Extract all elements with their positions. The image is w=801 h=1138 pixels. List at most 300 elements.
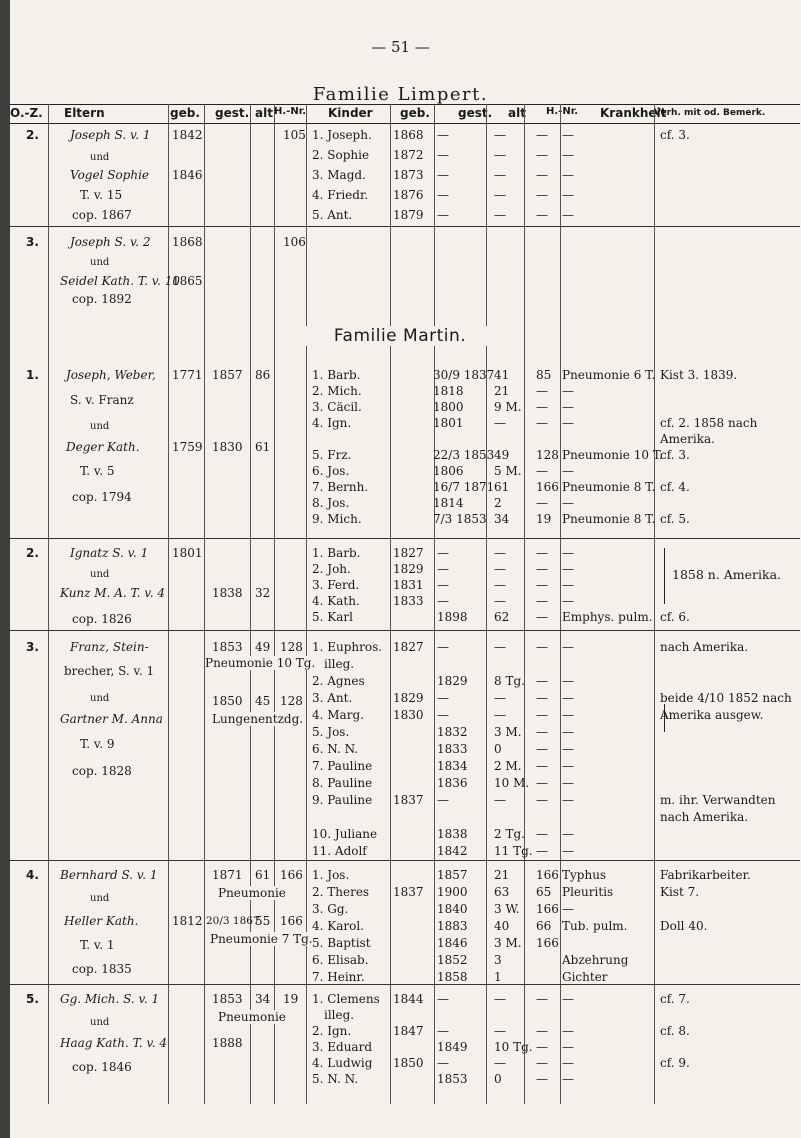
mother-age: 55 xyxy=(255,914,271,928)
col-line xyxy=(560,104,561,1104)
child-born: 1833 xyxy=(393,594,424,608)
father-name: Franz, Stein- xyxy=(70,640,149,654)
father-name: Ignatz S. v. 1 xyxy=(70,546,149,560)
child-died: 1818 xyxy=(433,384,464,398)
child-born: 1827 xyxy=(393,640,424,654)
child-illness: — xyxy=(562,674,574,688)
child-died: 22/3 1853 xyxy=(433,448,495,462)
col-oz: O.-Z. xyxy=(10,106,43,120)
child-illness: — xyxy=(562,1024,574,1038)
father-born: 1868 xyxy=(172,235,203,249)
child-age: — xyxy=(494,708,506,722)
child-remark: Amerika ausgew. xyxy=(660,708,764,722)
marriage-year: cop. 1835 xyxy=(72,962,132,976)
scan-edge xyxy=(0,0,10,1138)
child-illness: Typhus xyxy=(562,868,607,882)
child-remark: cf. 5. xyxy=(660,512,690,526)
father-age: 34 xyxy=(255,992,271,1006)
child-age: — xyxy=(494,168,506,182)
child-born: 1827 xyxy=(393,546,424,560)
child-illness: — xyxy=(562,496,574,510)
child-remark: cf. 4. xyxy=(660,480,690,494)
child-born: 1831 xyxy=(393,578,424,592)
mother-name: Seidel Kath. T. v. 10 xyxy=(60,274,181,288)
mother-cause: Lungenentzdg. xyxy=(212,712,304,726)
child-name: 3. Cäcil. xyxy=(312,400,362,414)
child-house: — xyxy=(536,384,548,398)
child-died: — xyxy=(437,562,449,576)
family-title-limpert: Familie Limpert. xyxy=(312,84,489,105)
child-name: 3. Ant. xyxy=(312,691,353,705)
marriage-year: cop. 1867 xyxy=(72,208,132,222)
child-name: 6. Elisab. xyxy=(312,953,369,967)
col-gest: gest. xyxy=(215,106,250,120)
child-age: — xyxy=(494,188,506,202)
child-remark: nach Amerika. xyxy=(660,640,749,654)
col-geb: geb. xyxy=(170,106,200,120)
child-illness: — xyxy=(562,725,574,739)
mother-origin: T. v. 1 xyxy=(80,938,115,952)
child-remark: m. ihr. Verwandten xyxy=(660,793,776,807)
child-house: 128 xyxy=(536,448,559,462)
child-name: 5. Ant. xyxy=(312,208,353,222)
father-name: Gg. Mich. S. v. 1 xyxy=(60,992,160,1006)
child-house: 166 xyxy=(536,480,559,494)
entry-number: 3. xyxy=(26,640,39,654)
child-age: — xyxy=(494,578,506,592)
child-house: — xyxy=(536,708,548,722)
child-born: 1829 xyxy=(393,691,424,705)
child-name: 1. Joseph. xyxy=(312,128,372,142)
child-died: 1800 xyxy=(433,400,464,414)
child-died: 1857 xyxy=(437,868,468,882)
col-kgest: gest. xyxy=(458,106,493,120)
father-house: 128 xyxy=(280,640,303,654)
col-kalt: alt xyxy=(508,106,526,120)
child-house: — xyxy=(536,691,548,705)
child-name: 9. Pauline xyxy=(312,793,373,807)
mother-name: Heller Kath. xyxy=(64,914,139,928)
child-name: 5. N. N. xyxy=(312,1072,359,1086)
child-remark: cf. 6. xyxy=(660,610,690,624)
child-born: 1837 xyxy=(393,793,424,807)
child-house: — xyxy=(536,562,548,576)
child-name: 5. Frz. xyxy=(312,448,352,462)
father-name: Joseph S. v. 2 xyxy=(70,235,151,249)
child-house: — xyxy=(536,416,548,430)
mother-origin: T. v. 9 xyxy=(80,737,115,751)
child-house: 166 xyxy=(536,936,559,950)
child-age: 41 xyxy=(494,368,510,382)
mother-origin: T. v. 5 xyxy=(80,464,115,478)
child-name: 4. Marg. xyxy=(312,708,364,722)
marriage-year: cop. 1846 xyxy=(72,1060,132,1074)
child-remark: Kist 7. xyxy=(660,885,700,899)
mother-born: 1846 xyxy=(172,168,203,182)
child-died: 30/9 1837 xyxy=(433,368,495,382)
child-age: 10 M. xyxy=(494,776,530,790)
child-name: 4. Friedr. xyxy=(312,188,369,202)
child-name: 6. Jos. xyxy=(312,464,350,478)
house-number: 105 xyxy=(283,128,306,142)
house-number: 106 xyxy=(283,235,306,249)
child-house: — xyxy=(536,546,548,560)
col-line xyxy=(250,104,251,1104)
child-born: 1850 xyxy=(393,1056,424,1070)
father-cause: Pneumonie 10 Tg. xyxy=(205,656,316,670)
brace xyxy=(664,548,665,604)
mother-age: 45 xyxy=(255,694,271,708)
marriage-year: cop. 1892 xyxy=(72,292,132,306)
child-illness: — xyxy=(562,902,574,916)
child-died: — xyxy=(437,992,449,1006)
col-line xyxy=(524,104,525,1104)
child-illness: — xyxy=(562,384,574,398)
child-house: — xyxy=(536,1072,548,1086)
child-remark: cf. 8. xyxy=(660,1024,690,1038)
child-died: 16/7 1871 xyxy=(433,480,495,494)
child-name: 7. Pauline xyxy=(312,759,373,773)
child-name: 4. Karol. xyxy=(312,919,364,933)
child-died: 1801 xyxy=(433,416,464,430)
child-illness: Gichter xyxy=(562,970,608,984)
table-header xyxy=(10,104,800,124)
child-name: 3. Gg. xyxy=(312,902,349,916)
child-age: 21 xyxy=(494,384,510,398)
child-born: 1837 xyxy=(393,885,424,899)
child-illness: Emphys. pulm. xyxy=(562,610,653,624)
child-age: 9 M. xyxy=(494,400,522,414)
child-illness: — xyxy=(562,844,574,858)
father-age: 86 xyxy=(255,368,271,382)
child-age: — xyxy=(494,148,506,162)
child-house: — xyxy=(536,674,548,688)
child-illness: Pneumonie 8 T. xyxy=(562,480,656,494)
child-age: — xyxy=(494,691,506,705)
child-born: 1876 xyxy=(393,188,424,202)
row-separator xyxy=(10,538,800,539)
child-died: — xyxy=(437,708,449,722)
child-remark: cf. 3. xyxy=(660,128,690,142)
und-label: und xyxy=(90,1017,110,1028)
child-age: 40 xyxy=(494,919,510,933)
entry-number: 1. xyxy=(26,368,39,382)
child-name: 6. N. N. xyxy=(312,742,359,756)
father-died: 1853 xyxy=(212,992,243,1006)
col-kinder: Kinder xyxy=(328,106,373,120)
mother-died: 1830 xyxy=(212,440,243,454)
entry-number: 5. xyxy=(26,992,39,1006)
child-illness: — xyxy=(562,759,574,773)
child-died: — xyxy=(437,1024,449,1038)
child-house: 85 xyxy=(536,368,552,382)
child-age: 21 xyxy=(494,868,510,882)
father-origin: brecher, S. v. 1 xyxy=(64,664,155,678)
child-died: 1806 xyxy=(433,464,464,478)
father-origin: S. v. Franz xyxy=(70,393,134,407)
mother-died: 1888 xyxy=(212,1036,243,1050)
child-house: 19 xyxy=(536,512,552,526)
child-died: — xyxy=(437,640,449,654)
child-age: 0 xyxy=(494,742,502,756)
col-hnr: H.-Nr. xyxy=(274,106,306,117)
col-kgeb: geb. xyxy=(400,106,430,120)
child-illness: — xyxy=(562,168,574,182)
child-died: 1898 xyxy=(437,610,468,624)
child-age: — xyxy=(494,546,506,560)
und-label: und xyxy=(90,893,110,904)
child-died: 1833 xyxy=(437,742,468,756)
father-age: 49 xyxy=(255,640,271,654)
child-died: 1836 xyxy=(437,776,468,790)
col-line xyxy=(390,104,391,1104)
child-house: — xyxy=(536,208,548,222)
entry-number: 3. xyxy=(26,235,39,249)
child-name: illeg. xyxy=(324,1008,355,1022)
child-illness: Pneumonie 8 T. xyxy=(562,512,656,526)
child-died: 1840 xyxy=(437,902,468,916)
col-line xyxy=(274,104,275,1104)
child-name: 9. Mich. xyxy=(312,512,362,526)
child-house: — xyxy=(536,742,548,756)
child-house: — xyxy=(536,496,548,510)
row-separator xyxy=(10,226,800,227)
child-illness: Pneumonie 10 T. xyxy=(562,448,663,462)
child-died: 1883 xyxy=(437,919,468,933)
child-illness: — xyxy=(562,640,574,654)
child-born: 1844 xyxy=(393,992,424,1006)
child-name: 8. Jos. xyxy=(312,496,350,510)
child-illness: Tub. pulm. xyxy=(562,919,628,933)
child-died: — xyxy=(437,128,449,142)
child-remark: Fabrikarbeiter. xyxy=(660,868,751,882)
und-label: und xyxy=(90,421,110,432)
child-illness: — xyxy=(562,793,574,807)
child-house: — xyxy=(536,610,548,624)
col-khnr: H.-Nr. xyxy=(546,106,578,117)
col-krankheit: Krankheit xyxy=(600,106,667,120)
mother-born: 1812 xyxy=(172,914,203,928)
child-name: 2. Sophie xyxy=(312,148,370,162)
father-cause: Pneumonie xyxy=(218,886,286,900)
child-born: 1879 xyxy=(393,208,424,222)
child-house: — xyxy=(536,168,548,182)
child-remark: Doll 40. xyxy=(660,919,708,933)
child-died: 1814 xyxy=(433,496,464,510)
child-died: — xyxy=(437,546,449,560)
und-label: und xyxy=(90,693,110,704)
child-died: 1852 xyxy=(437,953,468,967)
father-died: 1857 xyxy=(212,368,243,382)
child-illness: — xyxy=(562,827,574,841)
child-died: 1829 xyxy=(437,674,468,688)
child-died: — xyxy=(437,208,449,222)
child-name: 5. Jos. xyxy=(312,725,350,739)
child-name: 1. Jos. xyxy=(312,868,350,882)
child-name: 2. Ign. xyxy=(312,1024,352,1038)
mother-origin: T. v. 15 xyxy=(80,188,123,202)
child-illness: — xyxy=(562,992,574,1006)
child-illness: — xyxy=(562,594,574,608)
father-died: 1871 xyxy=(212,868,243,882)
father-born: 1842 xyxy=(172,128,203,142)
mother-age: 32 xyxy=(255,586,271,600)
child-died: — xyxy=(437,188,449,202)
child-age: 8 Tg. xyxy=(494,674,525,688)
child-age: 2 xyxy=(494,496,502,510)
child-name: 11. Adolf xyxy=(312,844,367,858)
entry-number: 2. xyxy=(26,128,39,142)
child-remark: cf. 3. xyxy=(660,448,690,462)
child-died: — xyxy=(437,594,449,608)
child-illness: — xyxy=(562,464,574,478)
child-name: 4. Ign. xyxy=(312,416,352,430)
child-name: 3. Ferd. xyxy=(312,578,360,592)
child-remark: nach Amerika. xyxy=(660,810,749,824)
child-age: — xyxy=(494,208,506,222)
child-age: 3 W. xyxy=(494,902,520,916)
mother-born: 1759 xyxy=(172,440,203,454)
child-age: — xyxy=(494,1024,506,1038)
child-illness: — xyxy=(562,400,574,414)
col-line xyxy=(654,104,655,1104)
child-illness: — xyxy=(562,128,574,142)
child-house: 166 xyxy=(536,902,559,916)
child-name: illeg. xyxy=(324,657,355,671)
child-age: 10 Tg. xyxy=(494,1040,533,1054)
child-illness: Pleuritis xyxy=(562,885,614,899)
child-illness: Abzehrung xyxy=(562,953,629,967)
mother-house: 166 xyxy=(280,914,303,928)
child-illness: — xyxy=(562,742,574,756)
child-age: — xyxy=(494,128,506,142)
father-born: 1771 xyxy=(172,368,203,382)
mother-name: Kunz M. A. T. v. 4 xyxy=(60,586,165,600)
child-house: — xyxy=(536,827,548,841)
child-born: 1868 xyxy=(393,128,424,142)
father-died: 1853 xyxy=(212,640,243,654)
father-age: 61 xyxy=(255,868,271,882)
child-house: — xyxy=(536,725,548,739)
mother-born: 1865 xyxy=(172,274,203,288)
child-died: 1838 xyxy=(437,827,468,841)
marriage-year: cop. 1794 xyxy=(72,490,132,504)
child-illness: — xyxy=(562,148,574,162)
child-illness: — xyxy=(562,562,574,576)
child-house: — xyxy=(536,578,548,592)
brace-note: 1858 n. Amerika. xyxy=(672,567,782,582)
child-name: 2. Agnes xyxy=(312,674,365,688)
child-died: 1834 xyxy=(437,759,468,773)
child-age: 5 M. xyxy=(494,464,522,478)
child-illness: Pneumonie 6 T. xyxy=(562,368,656,382)
father-name: Bernhard S. v. 1 xyxy=(60,868,158,882)
child-house: — xyxy=(536,188,548,202)
father-house: 19 xyxy=(283,992,299,1006)
marriage-year: cop. 1828 xyxy=(72,764,132,778)
child-house: — xyxy=(536,148,548,162)
child-died: — xyxy=(437,691,449,705)
child-house: — xyxy=(536,640,548,654)
child-died: 1849 xyxy=(437,1040,468,1054)
child-born: 1829 xyxy=(393,562,424,576)
mother-house: 128 xyxy=(280,694,303,708)
child-remark: cf. 7. xyxy=(660,992,690,1006)
child-age: — xyxy=(494,562,506,576)
child-house: — xyxy=(536,776,548,790)
mother-died: 1838 xyxy=(212,586,243,600)
child-age: — xyxy=(494,793,506,807)
child-house: — xyxy=(536,400,548,414)
mother-name: Vogel Sophie xyxy=(70,168,150,182)
row-separator xyxy=(10,860,800,861)
child-died: 1832 xyxy=(437,725,468,739)
child-house: — xyxy=(536,992,548,1006)
child-remark: cf. 9. xyxy=(660,1056,690,1070)
child-illness: — xyxy=(562,708,574,722)
child-age: — xyxy=(494,640,506,654)
child-illness: — xyxy=(562,1040,574,1054)
child-died: 1853 xyxy=(437,1072,468,1086)
father-name: Joseph S. v. 1 xyxy=(70,128,151,142)
child-age: 0 xyxy=(494,1072,502,1086)
child-house: — xyxy=(536,464,548,478)
child-house: — xyxy=(536,759,548,773)
child-illness: — xyxy=(562,1056,574,1070)
child-died: 1846 xyxy=(437,936,468,950)
child-died: 1900 xyxy=(437,885,468,899)
child-name: 2. Mich. xyxy=(312,384,362,398)
child-house: 66 xyxy=(536,919,552,933)
child-age: 3 M. xyxy=(494,936,522,950)
child-age: 61 xyxy=(494,480,510,494)
child-born: 1847 xyxy=(393,1024,424,1038)
child-house: — xyxy=(536,793,548,807)
entry-number: 2. xyxy=(26,546,39,560)
child-born: 1872 xyxy=(393,148,424,162)
child-house: — xyxy=(536,594,548,608)
child-age: — xyxy=(494,594,506,608)
child-remark: cf. 2. 1858 nach xyxy=(660,416,758,430)
child-name: 4. Ludwig xyxy=(312,1056,373,1070)
child-name: 5. Karl xyxy=(312,610,353,624)
child-age: 1 xyxy=(494,970,502,984)
child-name: 8. Pauline xyxy=(312,776,373,790)
child-remark: Kist 3. 1839. xyxy=(660,368,738,382)
child-illness: — xyxy=(562,578,574,592)
page-number: — 51 — xyxy=(371,38,430,56)
child-died: 7/3 1853 xyxy=(433,512,487,526)
child-died: 1842 xyxy=(437,844,468,858)
col-line xyxy=(48,104,49,1104)
child-age: 49 xyxy=(494,448,510,462)
child-house: 166 xyxy=(536,868,559,882)
col-line xyxy=(168,104,169,1104)
child-died: 1858 xyxy=(437,970,468,984)
und-label: und xyxy=(90,569,110,580)
child-age: 63 xyxy=(494,885,510,899)
child-died: — xyxy=(437,148,449,162)
col-line xyxy=(486,104,487,1104)
mother-died: 20/3 1867 xyxy=(206,915,260,927)
child-age: 2 M. xyxy=(494,759,522,773)
mother-name: Haag Kath. T. v. 4 xyxy=(60,1036,168,1050)
child-name: 7. Bernh. xyxy=(312,480,369,494)
child-name: 10. Juliane xyxy=(312,827,378,841)
col-alt: alt xyxy=(255,106,273,120)
col-line xyxy=(306,104,307,1104)
child-illness: — xyxy=(562,188,574,202)
